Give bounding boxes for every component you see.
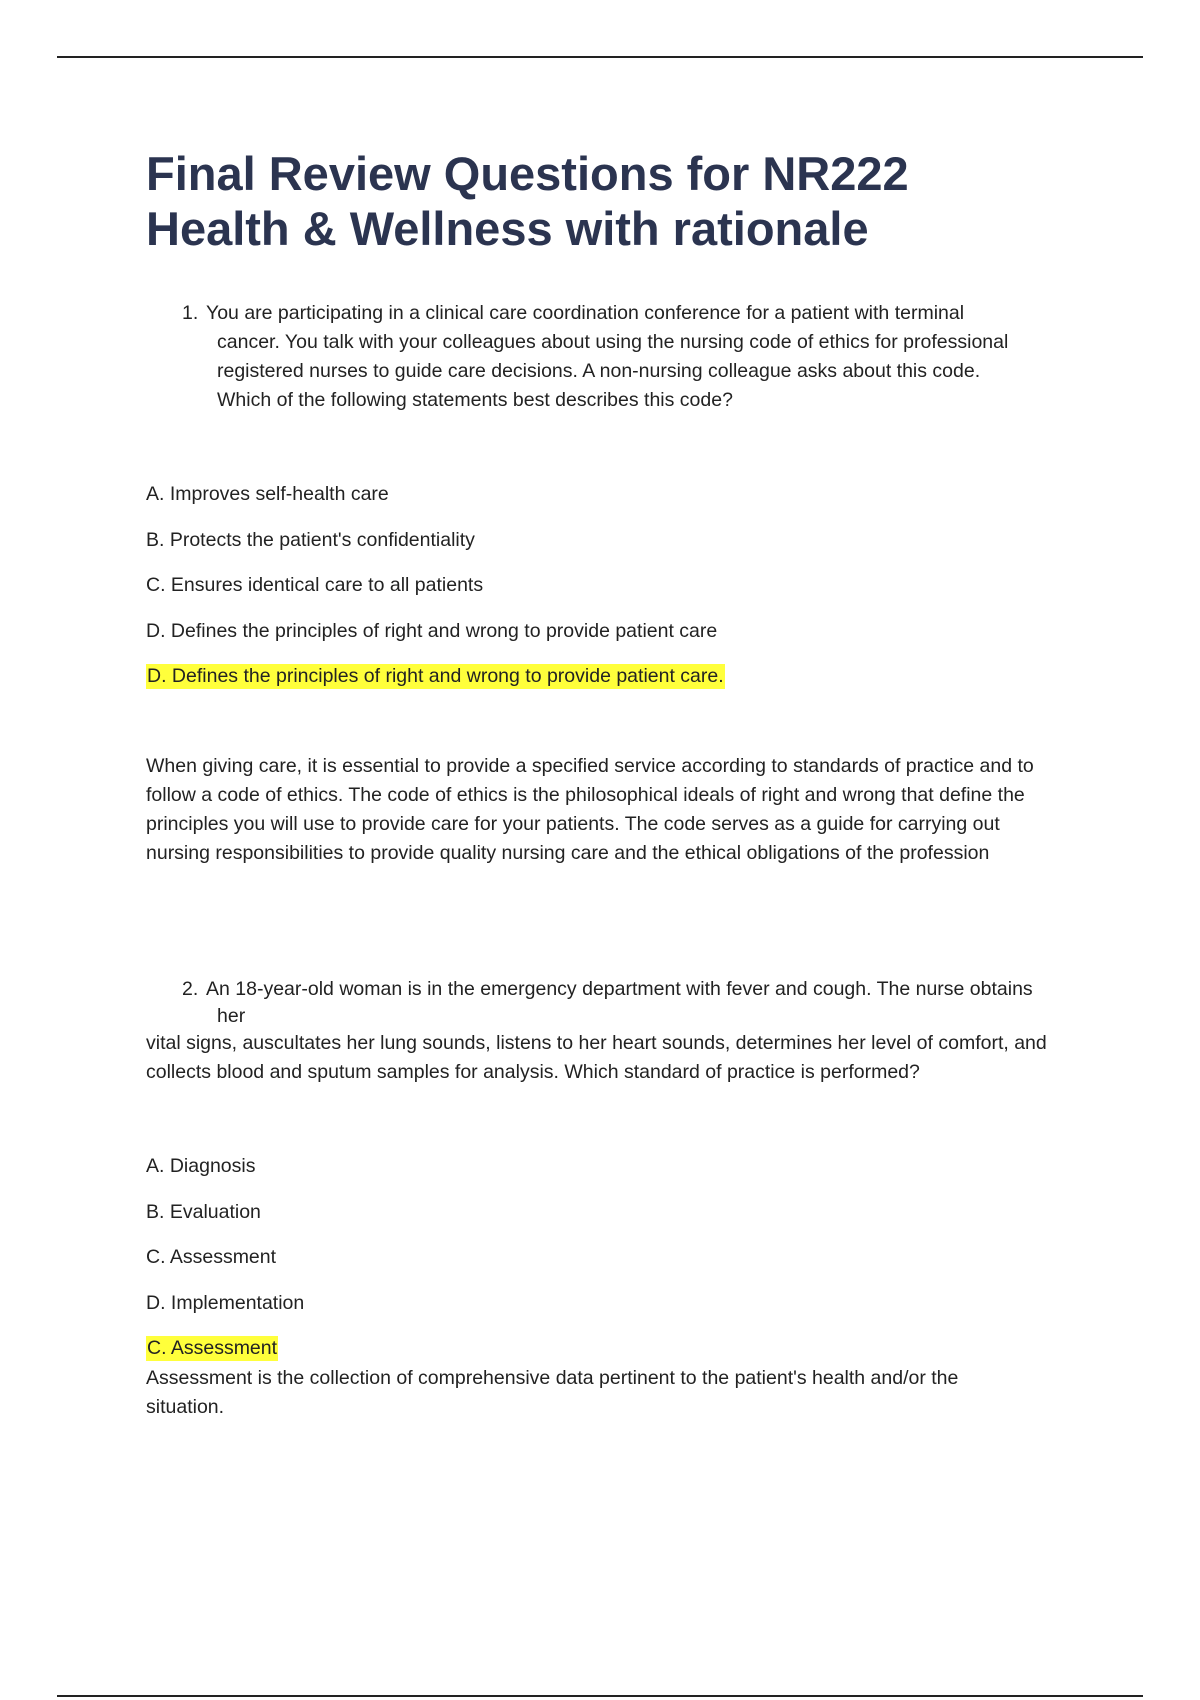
top-rule (57, 56, 1143, 58)
question-2-answer: C. Assessment (147, 1337, 278, 1359)
question-2-rationale (146, 1364, 1096, 1422)
title-line-1: Final Review Questions for NR222 (146, 147, 909, 200)
question-1-options (146, 480, 1096, 708)
rationale-1-line-1: When giving care, it is essential to provide a specified service according to standards of practice and to (146, 755, 1034, 777)
rationale-1-line-4: nursing responsibilities to provide quality nursing care and the ethical obligations of the profession (146, 842, 990, 864)
question-1-stem (182, 299, 1092, 415)
question-1-rationale (146, 752, 1096, 868)
rationale-1-line-2: follow a code of ethics. The code of ethics is the philosophical ideals of right and wrong that define the (146, 784, 1025, 806)
question-1-line-2: cancer. You talk with your colleagues about using the nursing code of ethics for professional (217, 331, 1009, 353)
question-2-number: 2. (182, 978, 199, 1000)
question-1-line-4: Which of the following statements best describes this code? (217, 389, 733, 411)
question-2-line-3: vital signs, auscultates her lung sounds, listens to her heart sounds, determines her level of comfort, and (146, 1032, 1047, 1054)
question-2-option-d: D. Implementation (146, 1291, 305, 1314)
rationale-2-line-1: Assessment is the collection of comprehensive data pertinent to the patient's health and/or the (146, 1367, 959, 1389)
document-title (146, 146, 1096, 256)
question-2-line-2: her (217, 1005, 246, 1027)
title-line-2: Health & Wellness with rationale (146, 202, 869, 255)
question-2-options (146, 1152, 1096, 1366)
question-1-number: 1. (182, 302, 199, 324)
bottom-rule (57, 1695, 1143, 1697)
rationale-2-line-2: situation. (146, 1396, 225, 1418)
rationale-1-line-3: principles you will use to provide care for your patients. The code serves as a guide for carrying out (146, 813, 1000, 835)
question-1-option-c: C. Ensures identical care to all patients (146, 574, 484, 596)
question-1-option-a: A. Improves self-health care (146, 483, 389, 505)
question-1-option-b: B. Protects the patient's confidentiality (146, 528, 475, 551)
question-1-option-d: D. Defines the principles of right and wrong to provide patient care (146, 619, 718, 642)
question-2-stem (182, 975, 1092, 1029)
question-2-stem-continued (146, 1029, 1096, 1087)
question-2-option-b: B. Evaluation (146, 1200, 261, 1223)
question-2-option-c: C. Assessment (146, 1246, 277, 1268)
question-1-answer: D. Defines the principles of right and wrong to provide patient care. (147, 665, 724, 687)
document-page (146, 146, 1096, 1418)
question-1-line-1: You are participating in a clinical care coordination conference for a patient with terminal (206, 302, 965, 324)
question-1-line-3: registered nurses to guide care decisions. A non-nursing colleague asks about this code. (217, 360, 981, 382)
question-2-line-4: collects blood and sputum samples for analysis. Which standard of practice is performed? (146, 1061, 920, 1083)
question-2-option-a: A. Diagnosis (146, 1155, 256, 1177)
question-2-line-1: An 18-year-old woman is in the emergency department with fever and cough. The nurse obtains (206, 978, 1033, 1000)
